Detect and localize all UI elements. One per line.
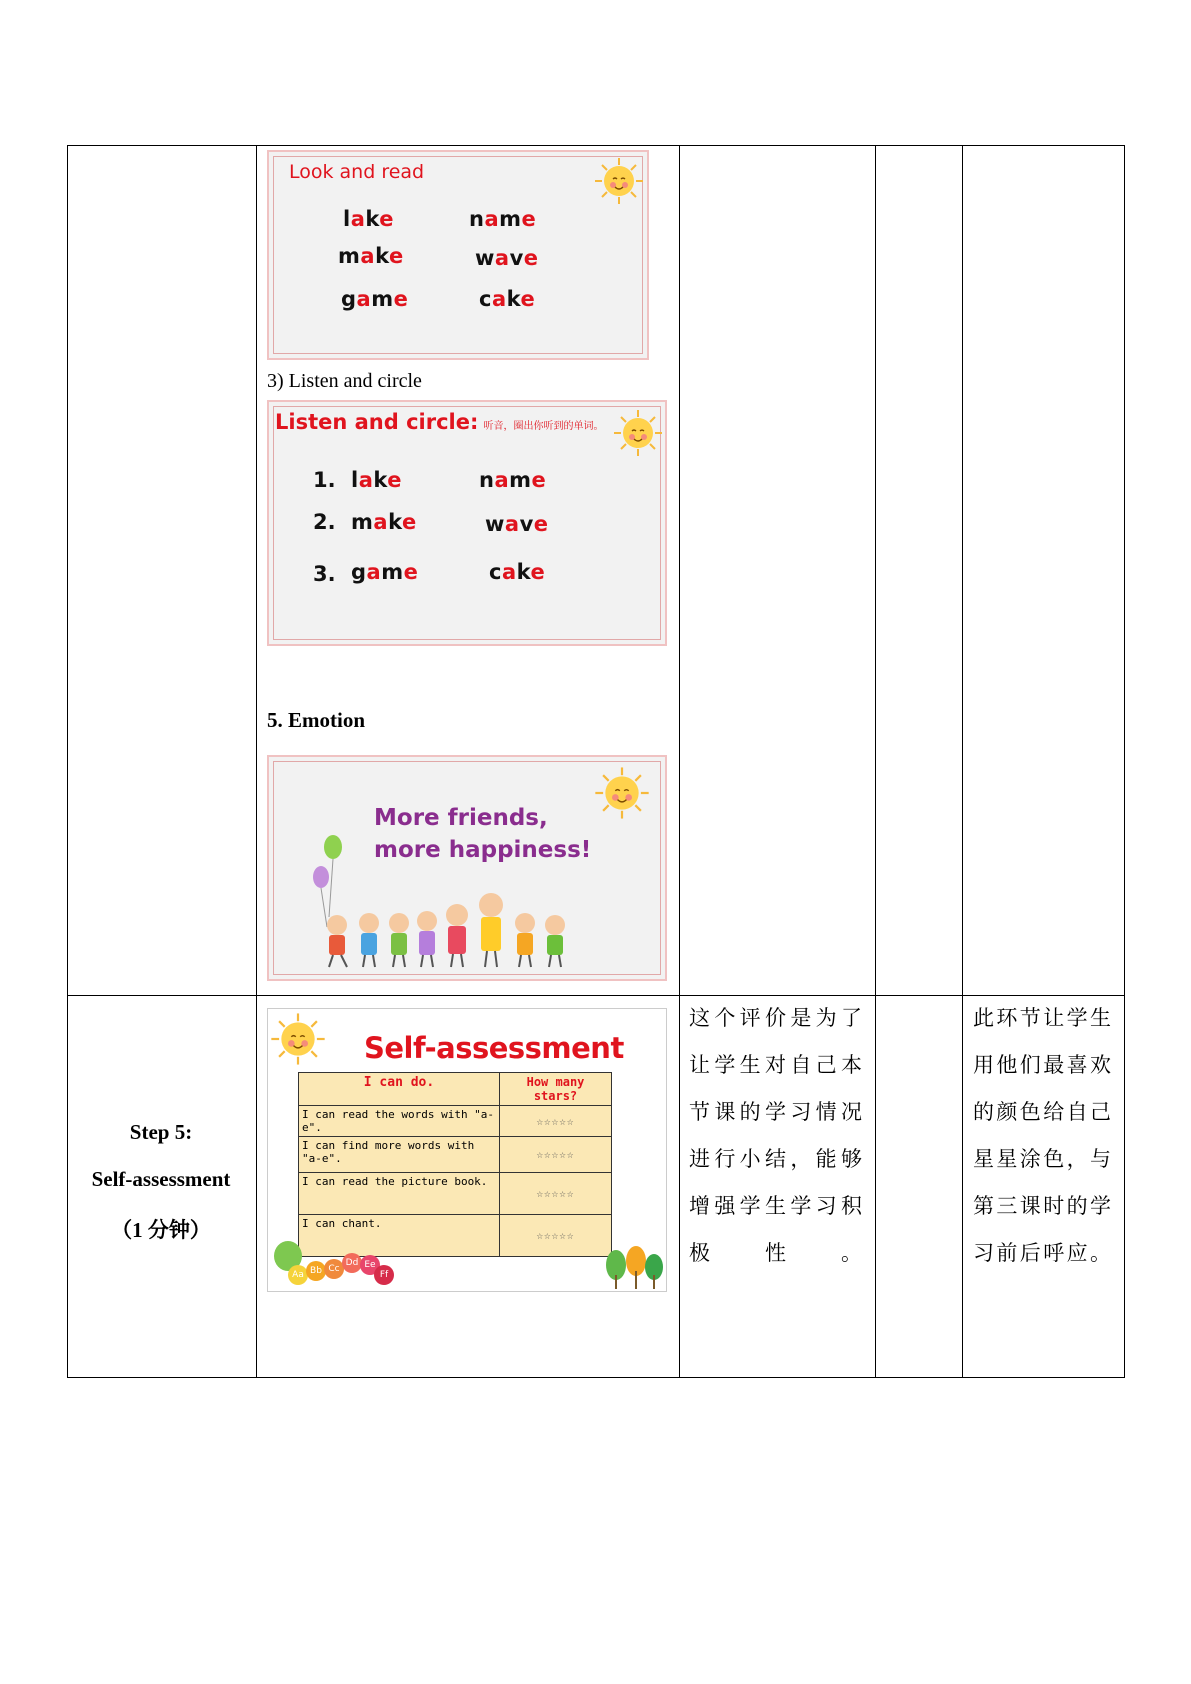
- column-header: How many stars?: [500, 1073, 612, 1106]
- star-rating[interactable]: ☆☆☆☆☆: [500, 1106, 612, 1137]
- word-cake: cake: [489, 560, 546, 584]
- self-assessment-slide: [267, 1008, 667, 1292]
- column-divider: [962, 146, 963, 1377]
- sun-icon: [592, 156, 646, 206]
- star-rating[interactable]: ☆☆☆☆☆: [500, 1137, 612, 1173]
- row-divider: [68, 995, 1124, 996]
- step-duration: （1 分钟）: [111, 1218, 211, 1242]
- caterpillar-illustration: [270, 1237, 400, 1289]
- sun-icon: [611, 408, 665, 458]
- word-name: name: [469, 207, 537, 231]
- column-divider: [679, 146, 680, 1377]
- slide-title: Listen and circle: 听音，圈出你听到的单词。: [275, 410, 604, 434]
- column-divider: [256, 146, 257, 1377]
- word-make: make: [351, 510, 417, 534]
- item-number: 3.: [313, 562, 336, 586]
- slide-title: Look and read: [289, 161, 425, 183]
- star-rating[interactable]: ☆☆☆☆☆: [500, 1173, 612, 1215]
- item-number: 1.: [313, 468, 336, 492]
- design-intent-text: 此环节让学生用他们最喜欢的颜色给自己星星涂色，与第三课时的学习前后呼应。: [973, 1006, 1113, 1265]
- word-lake: lake: [351, 468, 403, 492]
- word-wave: wave: [475, 246, 539, 270]
- look-and-read-slide: [267, 150, 649, 360]
- evaluation-purpose-text: 这个评价是为了让学生对自己本节课的学习情况进行小结，能够增强学生学习积极性。: [689, 1006, 864, 1265]
- caterpillar-segment: Ff: [374, 1265, 394, 1285]
- children-holding-hands-illustration: [299, 827, 592, 977]
- word-game: game: [341, 287, 409, 311]
- column-divider: [875, 146, 876, 1377]
- slide-title: Self-assessment: [364, 1031, 624, 1065]
- word-game: game: [351, 560, 419, 584]
- caterpillar-segment: Dd: [342, 1253, 362, 1273]
- word-cake: cake: [479, 287, 536, 311]
- criterion-cell: I can read the picture book.: [299, 1173, 500, 1215]
- caterpillar-segment: Ee: [360, 1255, 380, 1275]
- caterpillar-segment: Cc: [324, 1259, 344, 1279]
- trees-illustration: [604, 1245, 666, 1291]
- criterion-cell: I can chant.: [299, 1215, 500, 1257]
- listen-caption: 3) Listen and circle: [267, 370, 422, 392]
- emotion-line-1: More friends,: [374, 805, 548, 831]
- emotion-heading: 5. Emotion: [267, 708, 366, 732]
- caterpillar-segment: Aa: [288, 1265, 308, 1285]
- criterion-cell: I can read the words with "a-e".: [299, 1106, 500, 1137]
- column-header: I can do.: [299, 1073, 500, 1106]
- item-number: 2.: [313, 510, 336, 534]
- self-assessment-table: [298, 1072, 612, 1257]
- caterpillar-segment: Bb: [306, 1261, 326, 1281]
- sun-icon: [592, 765, 652, 821]
- word-name: name: [479, 468, 547, 492]
- criterion-cell: I can find more words with "a-e".: [299, 1137, 500, 1173]
- emotion-line-2: more happiness!: [374, 837, 592, 863]
- word-wave: wave: [485, 512, 549, 536]
- emotion-slide: [267, 755, 667, 981]
- star-rating[interactable]: ☆☆☆☆☆: [500, 1215, 612, 1257]
- step-title: Self-assessment: [91, 1167, 231, 1191]
- word-lake: lake: [343, 207, 395, 231]
- listen-and-circle-slide: [267, 400, 667, 646]
- step-label: Step 5:: [129, 1120, 193, 1144]
- sun-icon: [268, 1009, 328, 1069]
- word-make: make: [338, 244, 404, 268]
